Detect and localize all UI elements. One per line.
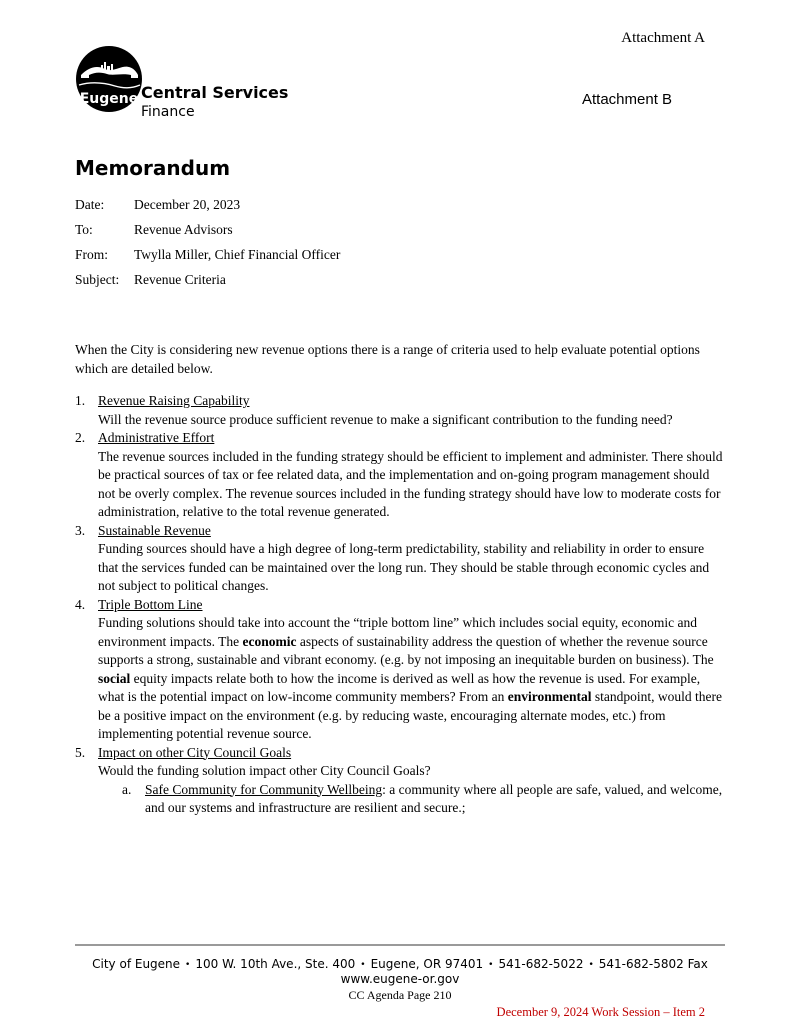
criterion-description: Will the revenue source produce sufficient revenue to make a significant contribution to the funding need?: [98, 411, 673, 427]
goal-letter: a.: [122, 781, 132, 797]
criterion-title: Sustainable Revenue: [98, 522, 211, 538]
goal-title: Safe Community for Community Wellbeing: [145, 781, 383, 797]
criterion-triple-bottom-line: [75, 596, 725, 744]
work-session-label: December 9, 2024 Work Session – Item 2: [496, 1005, 705, 1019]
footer-address: [0, 957, 800, 971]
footer-street: 100 W. 10th Ave., Ste. 400: [195, 957, 356, 971]
criterion-description: Funding sources should have a high degree of long-term predictability, stability and reliability in order to ensure that the services funded can be maintained over the long run. They should be stable through economic cycles and not subject to political changes.: [98, 541, 710, 593]
description-text: aspects of sustainability address the question of whether the revenue source supports a strong, sustainable and vibrant economy. (e.g. by not imposing an inequitable burden on business). The: [98, 633, 714, 667]
attachment-b-label: Attachment B: [582, 91, 673, 108]
footer-divider: [75, 944, 725, 946]
footer-city: City of Eugene: [92, 957, 181, 971]
from-value: Twylla Miller, Chief Financial Officer: [134, 247, 341, 262]
criterion-number: 2.: [75, 430, 86, 445]
criterion-number: 3.: [75, 522, 86, 538]
criterion-description: Would the funding solution impact other City Council Goals?: [98, 763, 431, 778]
criterion-title: Triple Bottom Line: [98, 596, 203, 612]
memo-title: Memorandum: [75, 156, 231, 180]
criterion-administrative-effort: [75, 429, 725, 522]
criterion-title: Administrative Effort: [98, 430, 215, 445]
criterion-number: 4.: [75, 596, 86, 612]
from-label: From:: [75, 247, 109, 262]
description-text: Funding solutions should take into account the “triple bottom line” which includes social equity, economic and environment impacts. The: [98, 615, 698, 649]
date-value: December 20, 2023: [134, 197, 241, 212]
emphasis-economic: economic: [242, 633, 297, 649]
footer-website: www.eugene-or.gov: [340, 972, 460, 986]
division-name: Finance: [141, 104, 195, 120]
memo-body: [75, 341, 725, 818]
criterion-description: The revenue sources included in the funding strategy should be efficient to implement and administer. There should be practical sources of tax or fee related data, and the implementation and on-going program management should not be overly complex. The revenue sources included in the funding strategy should have low to moderate costs for administration, relative to the total revenue generated.: [98, 448, 723, 519]
criterion-revenue-raising: [75, 392, 725, 429]
footer-separator: •: [488, 960, 494, 970]
emphasis-environmental: environmental: [507, 689, 592, 704]
subject-label: Subject:: [75, 272, 120, 287]
description-text: standpoint, would there be a positive impact on the environment (e.g. by reducing waste, encouraging alternate modes, etc.) from implementing potential revenue source.: [98, 689, 723, 741]
description-text: equity impacts relate both to how the income is derived as well as how the revenue is used. For example, what is the potential impact on low-income community members? From an: [98, 670, 701, 704]
criterion-number: 5.: [75, 744, 86, 760]
logo-wordmark: Eugene: [79, 91, 139, 107]
attachment-a-label: Attachment A: [621, 30, 705, 46]
footer-phone: 541-682-5022: [498, 957, 584, 971]
criterion-title: Impact on other City Council Goals: [98, 744, 292, 760]
criterion-sustainable-revenue: [75, 522, 725, 596]
subject-value: Revenue Criteria: [134, 272, 226, 287]
council-goal-item: [98, 781, 725, 818]
intro-paragraph: When the City is considering new revenue options there is a range of criteria used to help evaluate potential options which are detailed below.: [75, 342, 700, 376]
footer-fax: 541-682-5802 Fax: [598, 957, 708, 971]
footer-separator: •: [588, 960, 594, 970]
goal-description: : a community where all people are safe, valued, and welcome, and our systems and infrastructure are resilient and secure.;: [145, 781, 723, 815]
footer-city-state-zip: Eugene, OR 97401: [370, 957, 484, 971]
city-logo: [75, 45, 143, 113]
department-name: Central Services: [141, 83, 289, 102]
criterion-number: 1.: [75, 393, 86, 408]
criterion-title: Revenue Raising Capability: [98, 393, 250, 408]
emphasis-social: social: [98, 670, 131, 686]
footer-separator: •: [185, 960, 191, 970]
criterion-description: [98, 614, 725, 744]
criterion-council-goals: [75, 744, 725, 818]
date-label: Date:: [75, 197, 105, 212]
criteria-list: [75, 392, 725, 818]
footer-separator: •: [360, 960, 366, 970]
agenda-page-label: CC Agenda Page 210: [348, 988, 452, 1002]
to-label: To:: [75, 222, 93, 237]
council-goals-sublist: [98, 781, 725, 818]
to-value: Revenue Advisors: [134, 222, 233, 237]
